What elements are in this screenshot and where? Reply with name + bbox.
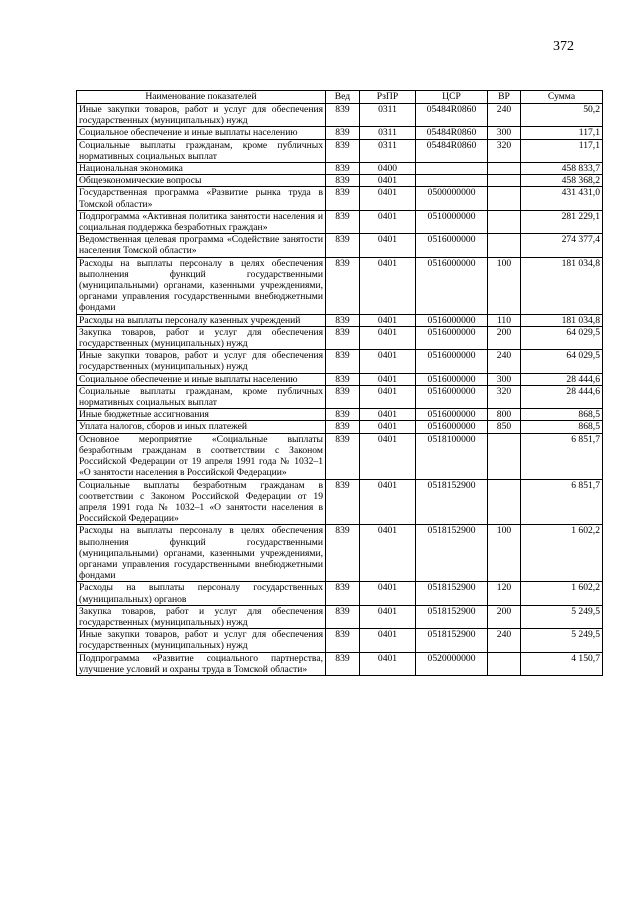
- row-sum-cell: 64 029,5: [521, 350, 603, 373]
- row-sum-cell: 50,2: [521, 104, 603, 127]
- row-rzpr-cell: 0401: [360, 175, 416, 187]
- row-sum-cell: 1 602,2: [521, 525, 603, 582]
- row-name-cell: Иные закупки товаров, работ и услуг для обеспечения государственных (муниципальных) нужд: [77, 350, 326, 373]
- row-rzpr-cell: 0401: [360, 350, 416, 373]
- row-sum-cell: 28 444,6: [521, 373, 603, 385]
- row-sum-cell: 6 851,7: [521, 479, 603, 525]
- row-sum-cell: 1 602,2: [521, 582, 603, 605]
- table-row: [77, 127, 603, 139]
- table-row: [77, 409, 603, 421]
- row-csr-cell: 05484R0860: [416, 139, 488, 162]
- row-name-cell: Закупка товаров, работ и услуг для обеспечения государственных (муниципальных) нужд: [77, 605, 326, 628]
- row-rzpr-cell: 0401: [360, 629, 416, 652]
- row-name-cell: Подпрограмма «Активная политика занятости населения и социальная поддержка безработных граждан»: [77, 210, 326, 233]
- row-name-cell: Иные закупки товаров, работ и услуг для обеспечения государственных (муниципальных) нужд: [77, 104, 326, 127]
- row-name-cell: Основное мероприятие «Социальные выплаты безработным гражданам в соответствии с Законом Российской Федерации от 19 апреля 1991 года № 1032–1 «О занятости населения в Российской Федерации»: [77, 433, 326, 479]
- page-number: 372: [553, 39, 574, 54]
- table-row: [77, 605, 603, 628]
- row-vr-cell: 300: [488, 127, 521, 139]
- row-vr-cell: [488, 210, 521, 233]
- row-vr-cell: 100: [488, 257, 521, 314]
- row-rzpr-cell: 0400: [360, 163, 416, 175]
- row-ved-cell: 839: [326, 175, 360, 187]
- row-name-cell: Расходы на выплаты персоналу в целях обеспечения выполнения функций государственными (муниципальными) органами, казенными учреждениями, органами управления государственными внебюджетными фондами: [77, 257, 326, 314]
- row-rzpr-cell: 0401: [360, 373, 416, 385]
- row-name-cell: Уплата налогов, сборов и иных платежей: [77, 421, 326, 433]
- table-row: [77, 479, 603, 525]
- row-ved-cell: 839: [326, 210, 360, 233]
- row-rzpr-cell: 0401: [360, 187, 416, 210]
- row-ved-cell: 839: [326, 385, 360, 408]
- row-ved-cell: 839: [326, 652, 360, 675]
- table-row: [77, 433, 603, 479]
- row-csr-cell: 0518152900: [416, 479, 488, 525]
- row-ved-cell: 839: [326, 314, 360, 326]
- row-name-cell: Общеэкономические вопросы: [77, 175, 326, 187]
- row-vr-cell: [488, 652, 521, 675]
- row-ved-cell: 839: [326, 409, 360, 421]
- row-ved-cell: 839: [326, 421, 360, 433]
- row-rzpr-cell: 0401: [360, 210, 416, 233]
- table-row: [77, 421, 603, 433]
- row-ved-cell: 839: [326, 139, 360, 162]
- row-vr-cell: 240: [488, 629, 521, 652]
- row-ved-cell: 839: [326, 629, 360, 652]
- row-csr-cell: 0516000000: [416, 326, 488, 349]
- row-name-cell: Подпрограмма «Развитие социального партнерства, улучшение условий и охраны труда в Томской области»: [77, 652, 326, 675]
- row-sum-cell: 868,5: [521, 409, 603, 421]
- row-vr-cell: [488, 479, 521, 525]
- row-ved-cell: 839: [326, 525, 360, 582]
- row-rzpr-cell: 0401: [360, 326, 416, 349]
- row-sum-cell: 431 431,0: [521, 187, 603, 210]
- row-name-cell: Государственная программа «Развитие рынка труда в Томской области»: [77, 187, 326, 210]
- row-vr-cell: 200: [488, 605, 521, 628]
- row-rzpr-cell: 0401: [360, 234, 416, 257]
- row-sum-cell: 5 249,5: [521, 629, 603, 652]
- row-vr-cell: 100: [488, 525, 521, 582]
- table-row: [77, 373, 603, 385]
- header-vr: ВР: [488, 91, 521, 104]
- row-csr-cell: 05484R0860: [416, 104, 488, 127]
- row-ved-cell: 839: [326, 433, 360, 479]
- row-vr-cell: [488, 163, 521, 175]
- row-name-cell: Социальные выплаты гражданам, кроме публичных нормативных социальных выплат: [77, 385, 326, 408]
- row-rzpr-cell: 0401: [360, 479, 416, 525]
- table-body: [77, 104, 603, 676]
- row-rzpr-cell: 0401: [360, 652, 416, 675]
- row-csr-cell: 0518152900: [416, 525, 488, 582]
- row-ved-cell: 839: [326, 187, 360, 210]
- row-vr-cell: 240: [488, 350, 521, 373]
- row-sum-cell: 28 444,6: [521, 385, 603, 408]
- row-ved-cell: 839: [326, 257, 360, 314]
- row-vr-cell: 300: [488, 373, 521, 385]
- table-row: [77, 187, 603, 210]
- row-sum-cell: 181 034,8: [521, 257, 603, 314]
- header-csr: ЦСР: [416, 91, 488, 104]
- row-ved-cell: 839: [326, 104, 360, 127]
- row-sum-cell: 5 249,5: [521, 605, 603, 628]
- row-name-cell: Национальная экономика: [77, 163, 326, 175]
- row-sum-cell: 181 034,8: [521, 314, 603, 326]
- table-row: [77, 652, 603, 675]
- row-rzpr-cell: 0401: [360, 314, 416, 326]
- table-row: [77, 234, 603, 257]
- row-csr-cell: 0516000000: [416, 409, 488, 421]
- row-rzpr-cell: 0401: [360, 421, 416, 433]
- row-sum-cell: 868,5: [521, 421, 603, 433]
- row-csr-cell: 05484R0860: [416, 127, 488, 139]
- row-ved-cell: 839: [326, 163, 360, 175]
- row-csr-cell: 0500000000: [416, 187, 488, 210]
- table-row: [77, 385, 603, 408]
- row-sum-cell: 64 029,5: [521, 326, 603, 349]
- row-vr-cell: [488, 433, 521, 479]
- row-sum-cell: 458 368,2: [521, 175, 603, 187]
- table-row: [77, 175, 603, 187]
- table-row: [77, 104, 603, 127]
- table-row: [77, 629, 603, 652]
- row-csr-cell: 0516000000: [416, 234, 488, 257]
- row-vr-cell: 850: [488, 421, 521, 433]
- table-row: [77, 582, 603, 605]
- row-ved-cell: 839: [326, 234, 360, 257]
- row-sum-cell: 281 229,1: [521, 210, 603, 233]
- row-csr-cell: 0516000000: [416, 385, 488, 408]
- row-vr-cell: [488, 175, 521, 187]
- table-row: [77, 163, 603, 175]
- header-sum: Сумма: [521, 91, 603, 104]
- row-csr-cell: 0510000000: [416, 210, 488, 233]
- table-header-row: [77, 91, 603, 104]
- row-rzpr-cell: 0311: [360, 104, 416, 127]
- row-vr-cell: 320: [488, 385, 521, 408]
- header-name: Наименование показателей: [77, 91, 326, 104]
- row-rzpr-cell: 0401: [360, 605, 416, 628]
- row-ved-cell: 839: [326, 479, 360, 525]
- row-sum-cell: 458 833,7: [521, 163, 603, 175]
- row-csr-cell: 0516000000: [416, 314, 488, 326]
- table-row: [77, 257, 603, 314]
- row-ved-cell: 839: [326, 326, 360, 349]
- row-csr-cell: [416, 163, 488, 175]
- row-name-cell: Социальные выплаты гражданам, кроме публичных нормативных социальных выплат: [77, 139, 326, 162]
- row-ved-cell: 839: [326, 127, 360, 139]
- row-vr-cell: 240: [488, 104, 521, 127]
- row-vr-cell: 200: [488, 326, 521, 349]
- row-csr-cell: 0518152900: [416, 605, 488, 628]
- budget-table: [76, 90, 603, 676]
- row-name-cell: Расходы на выплаты персоналу государственных (муниципальных) органов: [77, 582, 326, 605]
- row-rzpr-cell: 0311: [360, 139, 416, 162]
- row-vr-cell: 800: [488, 409, 521, 421]
- row-rzpr-cell: 0401: [360, 433, 416, 479]
- row-rzpr-cell: 0401: [360, 582, 416, 605]
- row-name-cell: Закупка товаров, работ и услуг для обеспечения государственных (муниципальных) нужд: [77, 326, 326, 349]
- row-csr-cell: 0516000000: [416, 350, 488, 373]
- row-name-cell: Социальные выплаты безработным гражданам в соответствии с Законом Российской Федерации от 19 апреля 1991 года № 1032–1 «О занятости населения в Российской Федерации»: [77, 479, 326, 525]
- header-rzpr: РзПР: [360, 91, 416, 104]
- row-rzpr-cell: 0401: [360, 525, 416, 582]
- row-csr-cell: 0516000000: [416, 373, 488, 385]
- row-vr-cell: 320: [488, 139, 521, 162]
- row-csr-cell: 0518152900: [416, 582, 488, 605]
- row-name-cell: Иные бюджетные ассигнования: [77, 409, 326, 421]
- table-row: [77, 139, 603, 162]
- row-csr-cell: 0520000000: [416, 652, 488, 675]
- row-sum-cell: 117,1: [521, 139, 603, 162]
- header-ved: Вед: [326, 91, 360, 104]
- row-sum-cell: 274 377,4: [521, 234, 603, 257]
- row-ved-cell: 839: [326, 373, 360, 385]
- table-row: [77, 525, 603, 582]
- row-name-cell: Расходы на выплаты персоналу в целях обеспечения выполнения функций государственными (муниципальными) органами, казенными учреждениями, органами управления государственными внебюджетными фондами: [77, 525, 326, 582]
- table-row: [77, 326, 603, 349]
- row-vr-cell: [488, 187, 521, 210]
- row-vr-cell: 120: [488, 582, 521, 605]
- row-rzpr-cell: 0401: [360, 257, 416, 314]
- row-csr-cell: 0516000000: [416, 421, 488, 433]
- row-vr-cell: [488, 234, 521, 257]
- row-rzpr-cell: 0311: [360, 127, 416, 139]
- row-name-cell: Иные закупки товаров, работ и услуг для обеспечения государственных (муниципальных) нужд: [77, 629, 326, 652]
- row-name-cell: Социальное обеспечение и иные выплаты населению: [77, 127, 326, 139]
- row-sum-cell: 4 150,7: [521, 652, 603, 675]
- table-row: [77, 210, 603, 233]
- row-csr-cell: 0518100000: [416, 433, 488, 479]
- row-name-cell: Ведомственная целевая программа «Содействие занятости населения Томской области»: [77, 234, 326, 257]
- table-row: [77, 350, 603, 373]
- row-name-cell: Социальное обеспечение и иные выплаты населению: [77, 373, 326, 385]
- row-name-cell: Расходы на выплаты персоналу казенных учреждений: [77, 314, 326, 326]
- row-csr-cell: 0516000000: [416, 257, 488, 314]
- row-csr-cell: [416, 175, 488, 187]
- row-ved-cell: 839: [326, 582, 360, 605]
- row-rzpr-cell: 0401: [360, 409, 416, 421]
- row-ved-cell: 839: [326, 605, 360, 628]
- row-vr-cell: 110: [488, 314, 521, 326]
- row-csr-cell: 0518152900: [416, 629, 488, 652]
- table-row: [77, 314, 603, 326]
- row-ved-cell: 839: [326, 350, 360, 373]
- row-sum-cell: 117,1: [521, 127, 603, 139]
- row-sum-cell: 6 851,7: [521, 433, 603, 479]
- row-rzpr-cell: 0401: [360, 385, 416, 408]
